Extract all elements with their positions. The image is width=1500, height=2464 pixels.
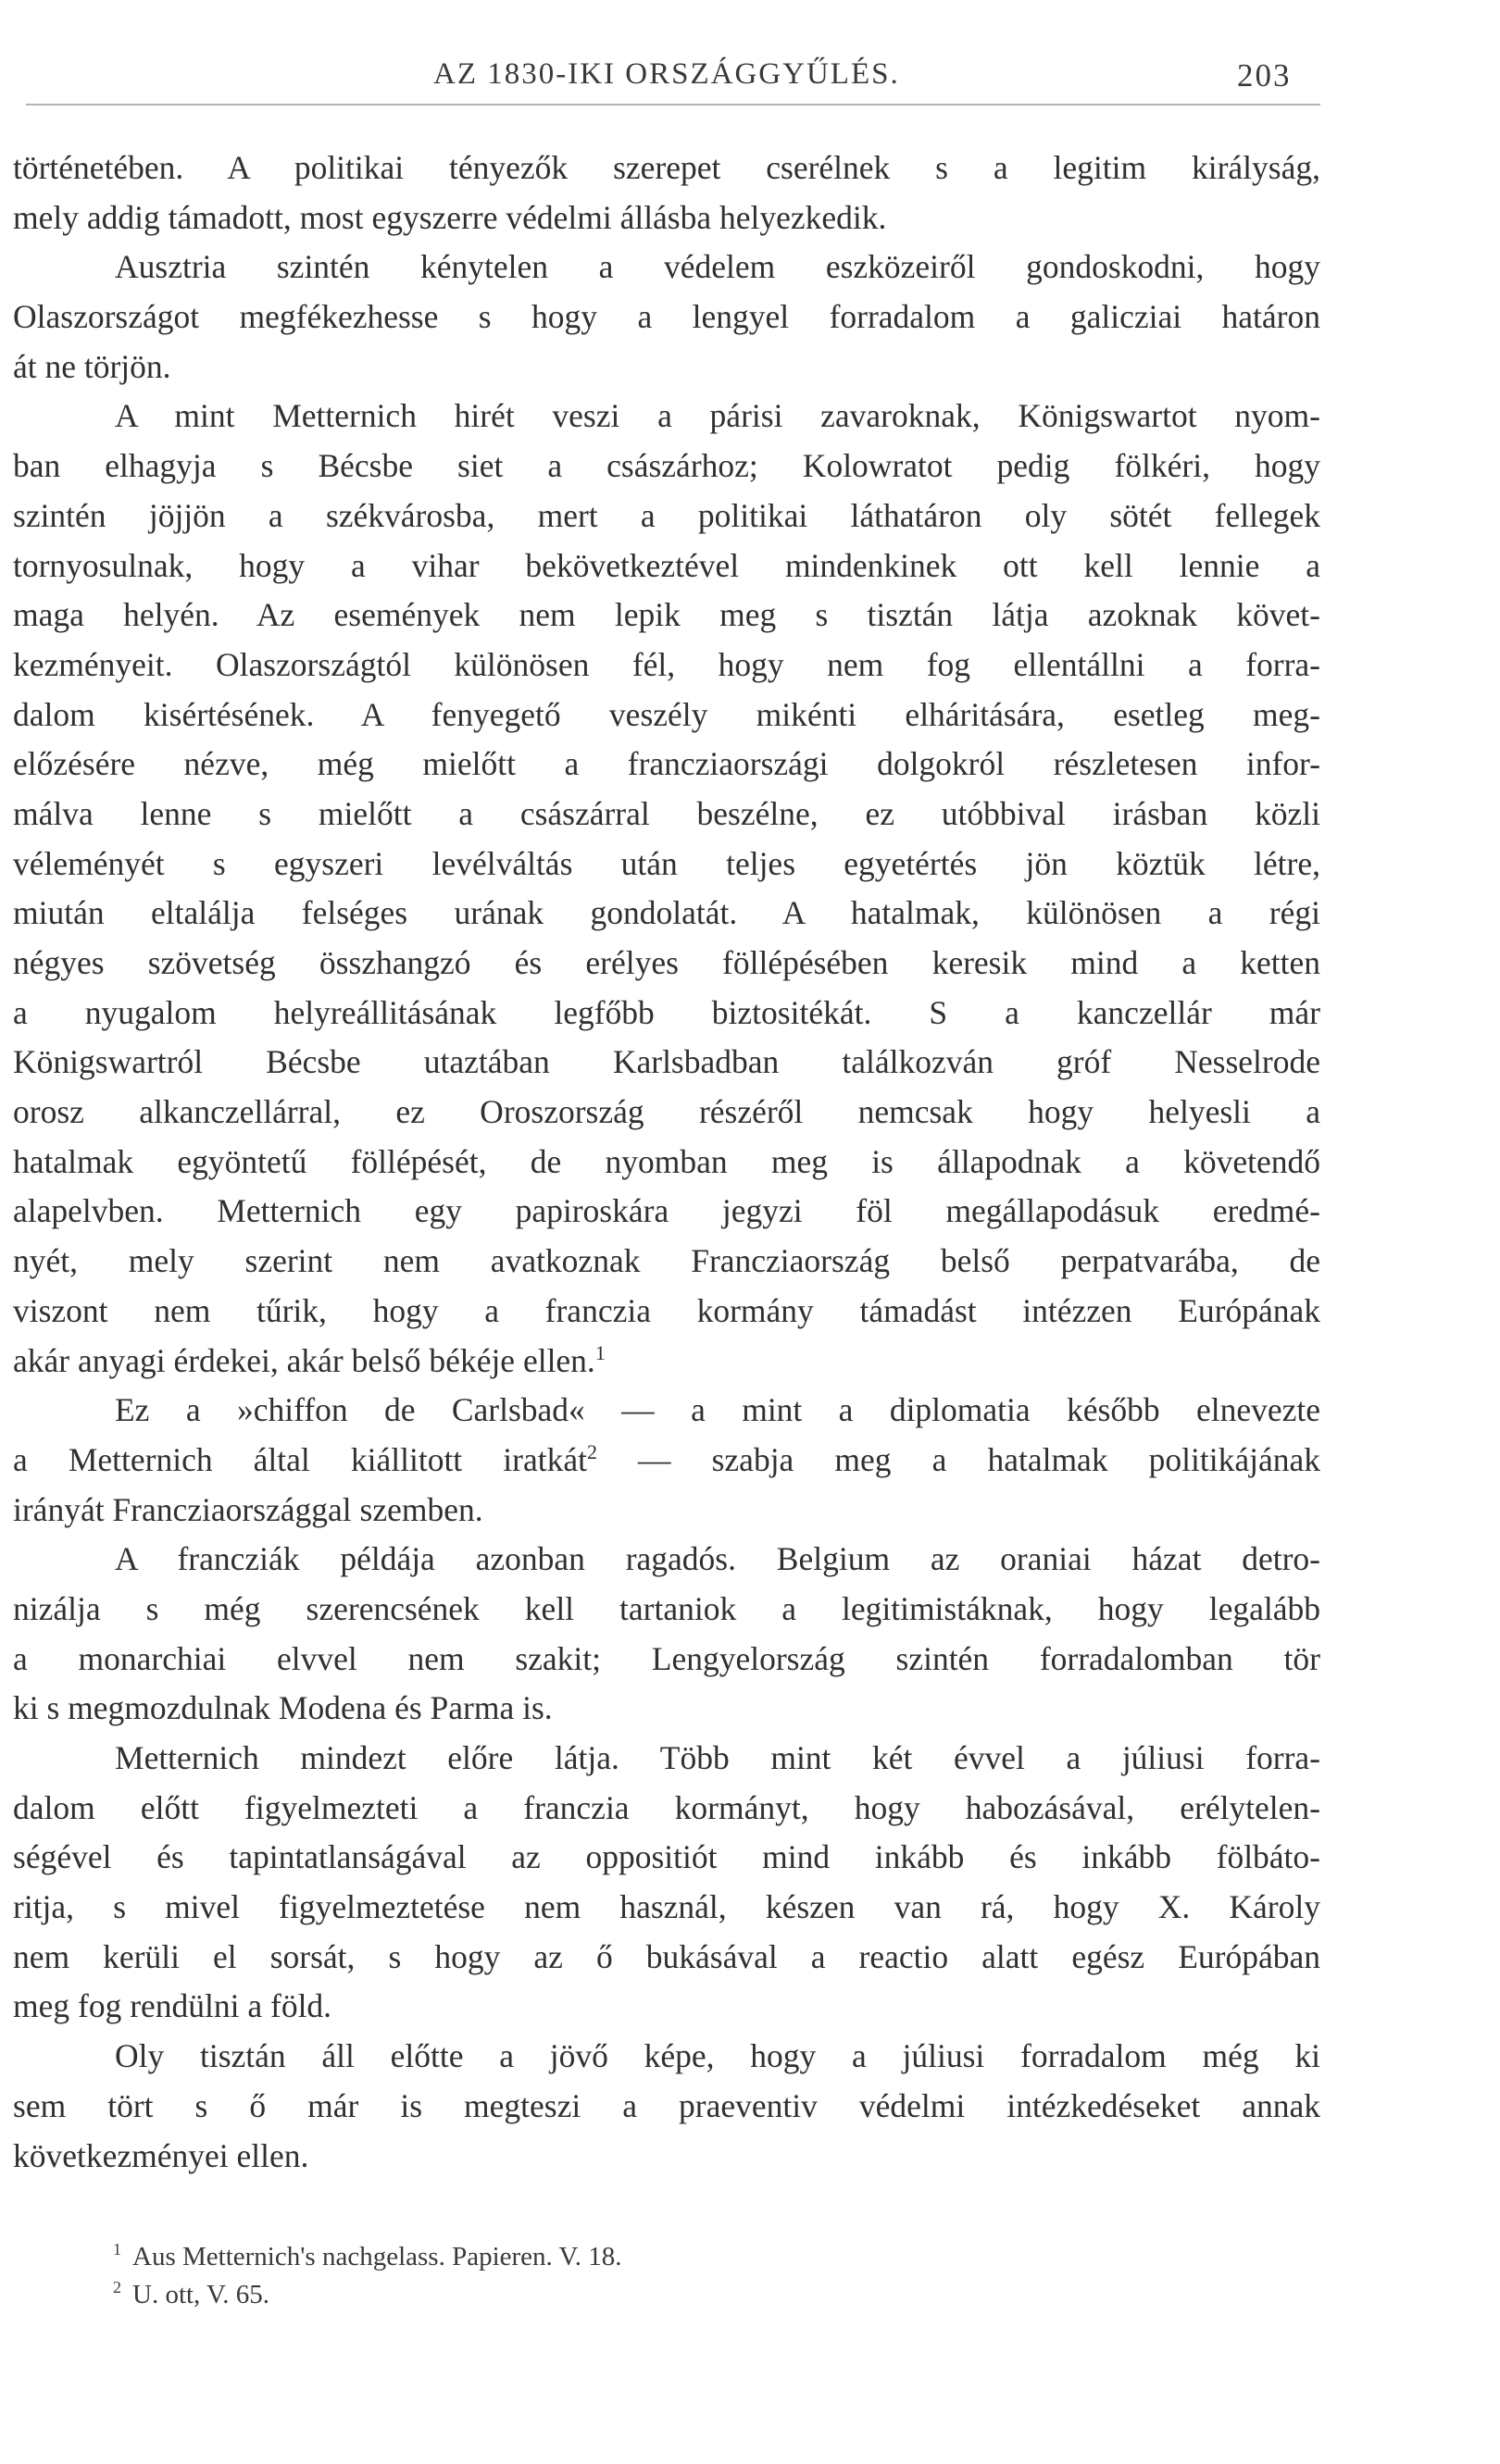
text-line: mely addig támadott, most egyszerre védelmi állásba helyezkedik. [13,198,887,236]
text-line: kezményeit. Olaszországtól különösen fél, hogy nem fog ellentállni a forra- [13,645,1320,683]
footnotes [113,2238,1039,2314]
body-text [13,143,1320,2181]
text-line: következményei ellen. [13,2136,309,2174]
text-line: alapelvben. Metternich egy papiroskára jegyzi föl megállapodásuk eredmé- [13,1192,1320,1230]
text-line: ban elhagyja s Bécsbe siet a császárhoz; Kolowratot pedig fölkéri, hogy [13,447,1320,485]
text-line: dalom kisértésének. A fenyegető veszély mikénti elháritására, esetleg meg- [13,695,1320,733]
text-line [13,1436,1320,1486]
page-number: 203 [1237,57,1292,93]
text-line: tornyosulnak, hogy a vihar bekövetkeztével mindenkinek ott kell lennie a [13,546,1320,584]
text-line-content: a Metternich által kiállitott iratkát [13,1440,587,1478]
text-line: Königswartról Bécsbe utaztában Karlsbadban találkozván gróf Nesselrode [13,1043,1320,1081]
text-line: előzésére nézve, még mielőtt a francziaországi dolgokról részletesen infor- [13,745,1320,783]
text-line: sem tört s ő már is megteszi a praeventiv védelmi intézkedéseket annak [13,2086,1320,2124]
text-line-content: akár anyagi érdekei, akár belső békéje ellen. [13,1341,595,1379]
running-title: AZ 1830-IKI ORSZÁGGYŰLÉS. [433,57,900,91]
header-rule [26,104,1320,106]
page-header [0,57,1500,113]
text-line: nyét, mely szerint nem avatkoznak Francziaország belső perpatvarába, de [13,1242,1320,1280]
footnote-text: Aus Metternich's nachgelass. Papieren. V. 18. [132,2242,622,2271]
text-line: a monarchiai elvvel nem szakit; Lengyelország szintén forradalomban tör [13,1639,1320,1677]
text-line: hatalmak egyöntetű föllépését, de nyomban meg is állapodnak a követendő [13,1142,1320,1180]
text-line: meg fog rendülni a föld. [13,1987,332,2025]
text-line: szintén jöjjön a székvárosba, mert a politikai láthatáron oly sötét fellegek [13,496,1320,534]
text-line: maga helyén. Az események nem lepik meg s tisztán látja azoknak követ- [13,596,1320,634]
text-line: orosz alkanczellárral, ez Oroszország részéről nemcsak hogy helyesli a [13,1093,1320,1131]
footnote [113,2238,1039,2276]
text-line: ki s megmozdulnak Modena és Parma is. [13,1689,553,1727]
text-line: A francziák példája azonban ragadós. Belgium az oraniai házat detro- [115,1540,1320,1578]
text-line: Ez a »chiffon de Carlsbad« — a mint a diplomatia később elnevezte [115,1391,1320,1429]
text-line: Oly tisztán áll előtte a jövő képe, hogy a júliusi forradalom még ki [115,2037,1320,2075]
text-line [13,1337,1320,1387]
text-line: történetében. A politikai tényezők szerepet cserélnek s a legitim királyság, [13,149,1320,186]
text-line: Ausztria szintén kénytelen a védelem eszközeiről gondoskodni, hogy [115,248,1320,286]
footnote-marker: 1 [113,2240,121,2259]
text-line: dalom előtt figyelmezteti a franczia kormányt, hogy habozásával, erélytelen- [13,1788,1320,1826]
text-line: viszont nem tűrik, hogy a franczia kormány támadást intézzen Európának [13,1291,1320,1329]
text-line: nem kerüli el sorsát, s hogy az ő bukásával a reactio alatt egész Európában [13,1937,1320,1975]
footnote-marker: 2 [113,2278,121,2297]
footnote-reference: 2 [586,1440,597,1464]
text-line: Metternich mindezt előre látja. Több mint két évvel a júliusi forra- [115,1739,1320,1776]
text-line: miután eltalálja felséges urának gondolatát. A hatalmak, különösen a régi [13,894,1320,932]
text-line: véleményét s egyszeri levélváltás után teljes egyetértés jön köztük létre, [13,844,1320,882]
text-line: irányát Francziaországgal szemben. [13,1490,483,1528]
text-line: málva lenne s mielőtt a császárral beszélne, ez utóbbival irásban közli [13,794,1320,832]
text-line: négyes szövetség összhangzó és erélyes föllépésében keresik mind a ketten [13,944,1320,981]
text-line: át ne törjön. [13,347,171,385]
text-line-content: — szabja meg a hatalmak politikájának [596,1440,1320,1478]
text-line: ritja, s mivel figyelmeztetése nem használ, készen van rá, hogy X. Károly [13,1888,1320,1926]
footnote-text: U. ott, V. 65. [132,2280,269,2309]
text-line: Olaszországot megfékezhesse s hogy a lengyel forradalom a galicziai határon [13,298,1320,336]
footnote-reference: 1 [594,1340,606,1364]
footnote [113,2276,1039,2314]
text-line: a nyugalom helyreállitásának legfőbb biztositékát. S a kanczellár már [13,993,1320,1031]
text-line: nizálja s még szerencsének kell tartaniok a legitimistáknak, hogy legalább [13,1589,1320,1627]
text-line: ségével és tapintatlanságával az oppositiót mind inkább és inkább fölbáto- [13,1838,1320,1876]
text-line: A mint Metternich hirét veszi a párisi zavaroknak, Königswartot nyom- [115,397,1320,435]
